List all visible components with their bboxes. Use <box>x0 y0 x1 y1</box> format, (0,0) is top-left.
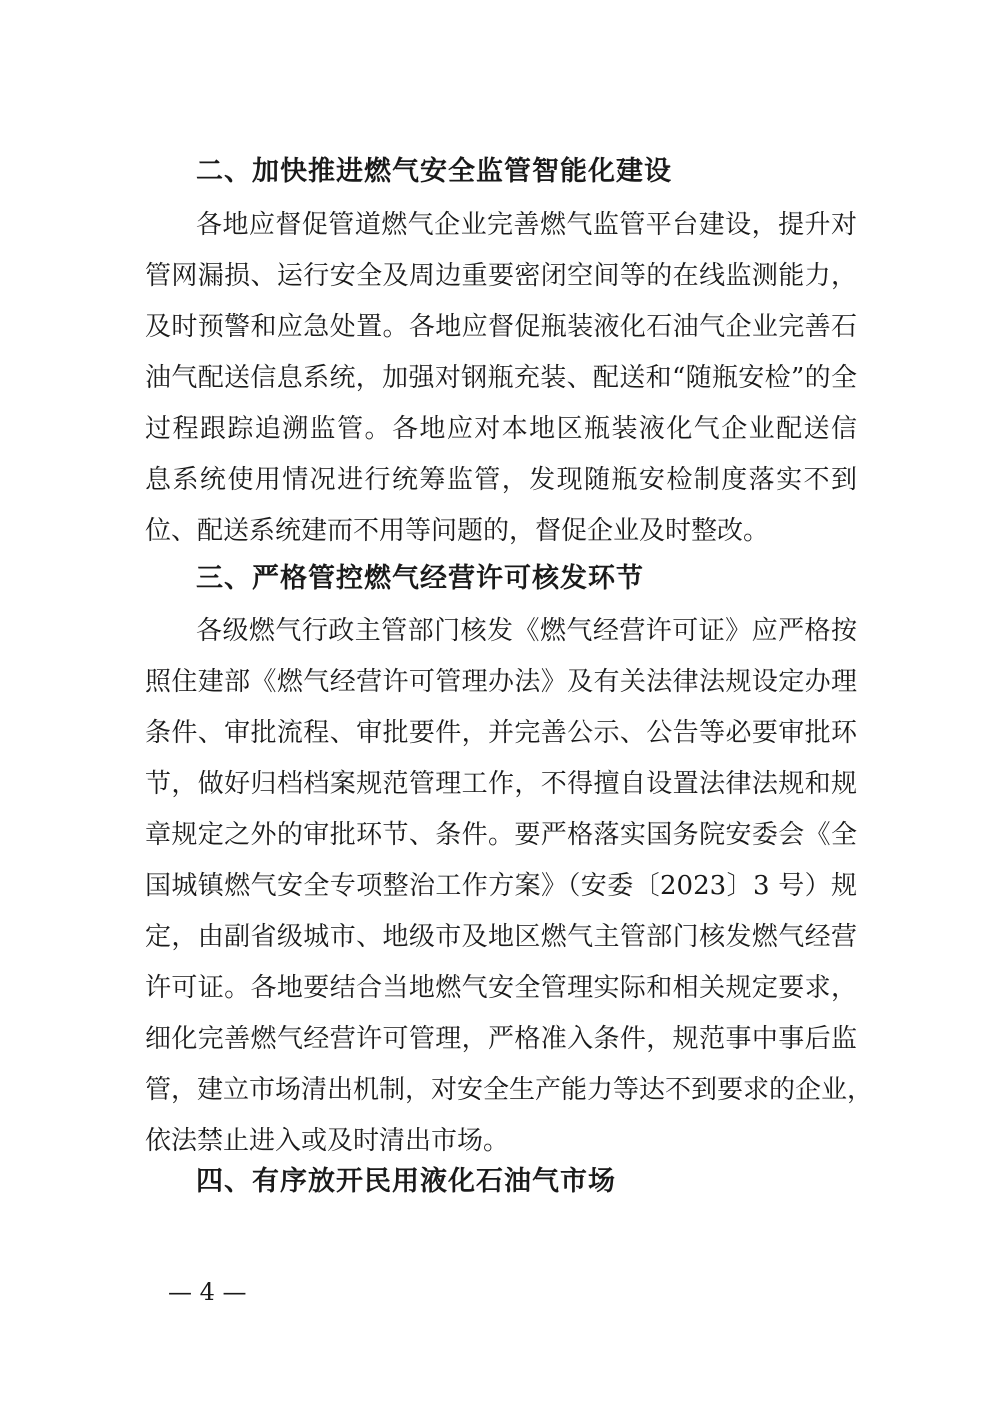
paragraph-line: 管网漏损、运行安全及周边重要密闭空间等的在线监测能力， <box>145 261 857 291</box>
paragraph-line: 节，做好归档档案规范管理工作，不得擅自设置法律法规和规 <box>145 769 857 799</box>
page-number: — 4 — <box>168 1278 247 1306</box>
paragraph-line: 及时预警和应急处置。各地应督促瓶装液化石油气企业完善石 <box>145 312 857 342</box>
paragraph-line: 照住建部《燃气经营许可管理办法》及有关法律法规设定办理 <box>145 667 857 697</box>
paragraph-line: 许可证。各地要结合当地燃气安全管理实际和相关规定要求， <box>145 973 857 1003</box>
paragraph-line: 定，由副省级城市、地级市及地区燃气主管部门核发燃气经营 <box>145 922 857 952</box>
paragraph-line: 管，建立市场清出机制，对安全生产能力等达不到要求的企业， <box>145 1075 874 1105</box>
paragraph-line: 油气配送信息系统，加强对钢瓶充装、配送和“随瓶安检”的全 <box>145 363 857 393</box>
paragraph-line: 各级燃气行政主管部门核发《燃气经营许可证》应严格按 <box>196 616 857 646</box>
section-heading: 二、加快推进燃气安全监管智能化建设 <box>196 156 672 187</box>
paragraph-line: 条件、审批流程、审批要件，并完善公示、公告等必要审批环 <box>145 718 857 748</box>
paragraph-line: 各地应督促管道燃气企业完善燃气监管平台建设，提升对 <box>196 210 857 240</box>
paragraph-line: 细化完善燃气经营许可管理，严格准入条件，规范事中事后监 <box>145 1024 857 1054</box>
section-heading: 三、严格管控燃气经营许可核发环节 <box>196 563 644 594</box>
paragraph-line: 章规定之外的审批环节、条件。要严格落实国务院安委会《全 <box>145 820 857 850</box>
paragraph-line: 位、配送系统建而不用等问题的，督促企业及时整改。 <box>145 516 770 546</box>
section-heading: 四、有序放开民用液化石油气市场 <box>196 1166 616 1197</box>
paragraph-line: 国城镇燃气安全专项整治工作方案》（安委〔2023〕3 号）规 <box>145 871 857 901</box>
paragraph-line: 依法禁止进入或及时清出市场。 <box>145 1126 510 1156</box>
paragraph-line: 息系统使用情况进行统筹监管，发现随瓶安检制度落实不到 <box>145 465 857 495</box>
paragraph-line: 过程跟踪追溯监管。各地应对本地区瓶装液化气企业配送信 <box>145 414 857 444</box>
